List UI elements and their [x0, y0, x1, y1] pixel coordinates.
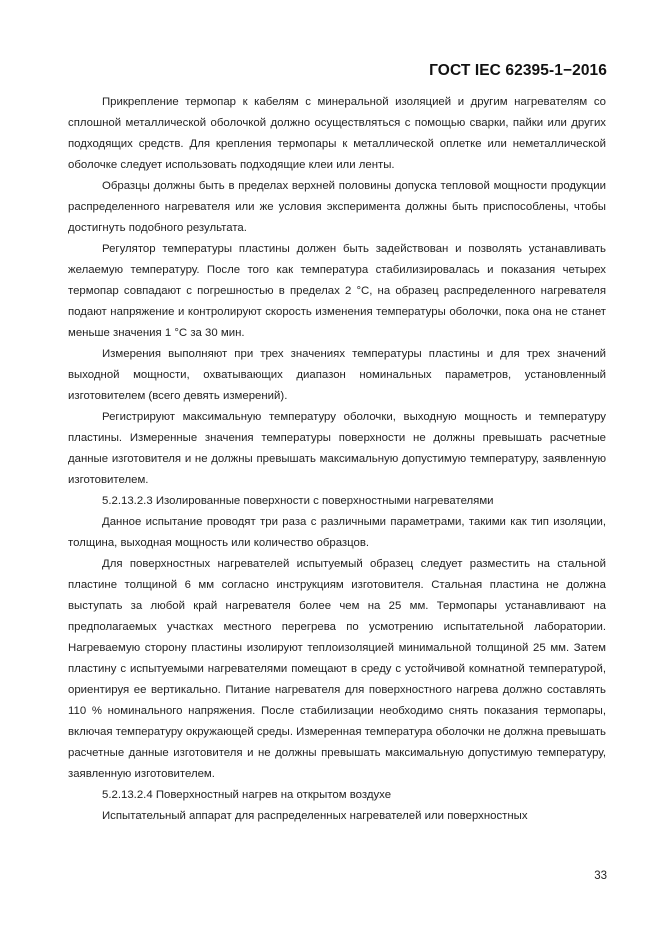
paragraph-registration: Регистрируют максимальную температуру оболочки, выходную мощность и температуру пластины. Измеренные значения температуры поверхности не должны превышать расчетные данные изготовителя и не должны превышать максимальную допустимую температуру, заявленную изготовителем.	[68, 411, 606, 486]
section-heading-5-2-13-2-3: 5.2.13.2.3 Изолированные поверхности с поверхностными нагревателями	[102, 495, 494, 507]
paragraph-thermocouple-attachment: Прикрепление термопар к кабелям с минеральной изоляцией и другим нагревателям со сплошной металлической оболочкой должно осуществляться с помощью сварки, пайки или других подходящих средств. Для крепления термопары к металлической оплетке или неметаллической оболочке следует использовать подходящие клеи или ленты.	[68, 96, 606, 171]
body-text	[68, 92, 606, 827]
paragraph-test-repeat: Данное испытание проводят три раза с различными параметрами, такими как тип изоляции, толщина, выходная мощность или количество образцов.	[68, 516, 606, 549]
section-heading-5-2-13-2-4: 5.2.13.2.4 Поверхностный нагрев на открытом воздухе	[102, 789, 392, 801]
paragraph-measurements: Измерения выполняют при трех значениях температуры пластины и для трех значений выходной мощности, охватывающих диапазон номинальных параметров, установленный изготовителем (всего девять измерений).	[68, 348, 606, 402]
paragraph-temperature-regulator: Регулятор температуры пластины должен быть задействован и позволять устанавливать желаемую температуру. После того как температура стабилизировалась и показания четырех термопар совпадают с погрешностью в пределах 2 °C, на образец распределенного нагревателя подают напряжение и контролируют скорость изменения температуры оболочки, пока она не станет меньше значения 1 °C за 30 мин.	[68, 243, 606, 339]
paragraph-samples: Образцы должны быть в пределах верхней половины допуска тепловой мощности продукции распределенного нагревателя или же условия эксперимента должны быть приспособлены, чтобы достигнуть подобного результата.	[68, 180, 606, 234]
page-number: 33	[594, 870, 607, 882]
paragraph-test-apparatus: Испытательный аппарат для распределенных нагревателей или поверхностных	[102, 810, 528, 822]
paragraph-surface-heaters: Для поверхностных нагревателей испытуемый образец следует разместить на стальной пластине толщиной 6 мм согласно инструкциям изготовителя. Стальная пластина не должна выступать за любой край нагревателя более чем на 25 мм. Термопары устанавливают на предполагаемых участках местного перегрева по усмотрению испытательной лаборатории. Нагреваемую сторону пластины изолируют теплоизоляцией минимальной толщиной 25 мм. Затем пластину с испытуемыми нагревателями помещают в среду с устойчивой комнатной температурой, ориентируя ее вертикально. Питание нагревателя для поверхностного нагрева должно составлять 110 % номинального напряжения. После стабилизации необходимо снять показания термопары, включая температуру окружающей среды. Измеренная температура оболочки не должна превышать расчетные данные изготовителя и не должны превышать максимальную допустимую температуру, заявленную изготовителем.	[68, 558, 606, 780]
standard-header: ГОСТ IEC 62395-1−2016	[429, 62, 607, 79]
